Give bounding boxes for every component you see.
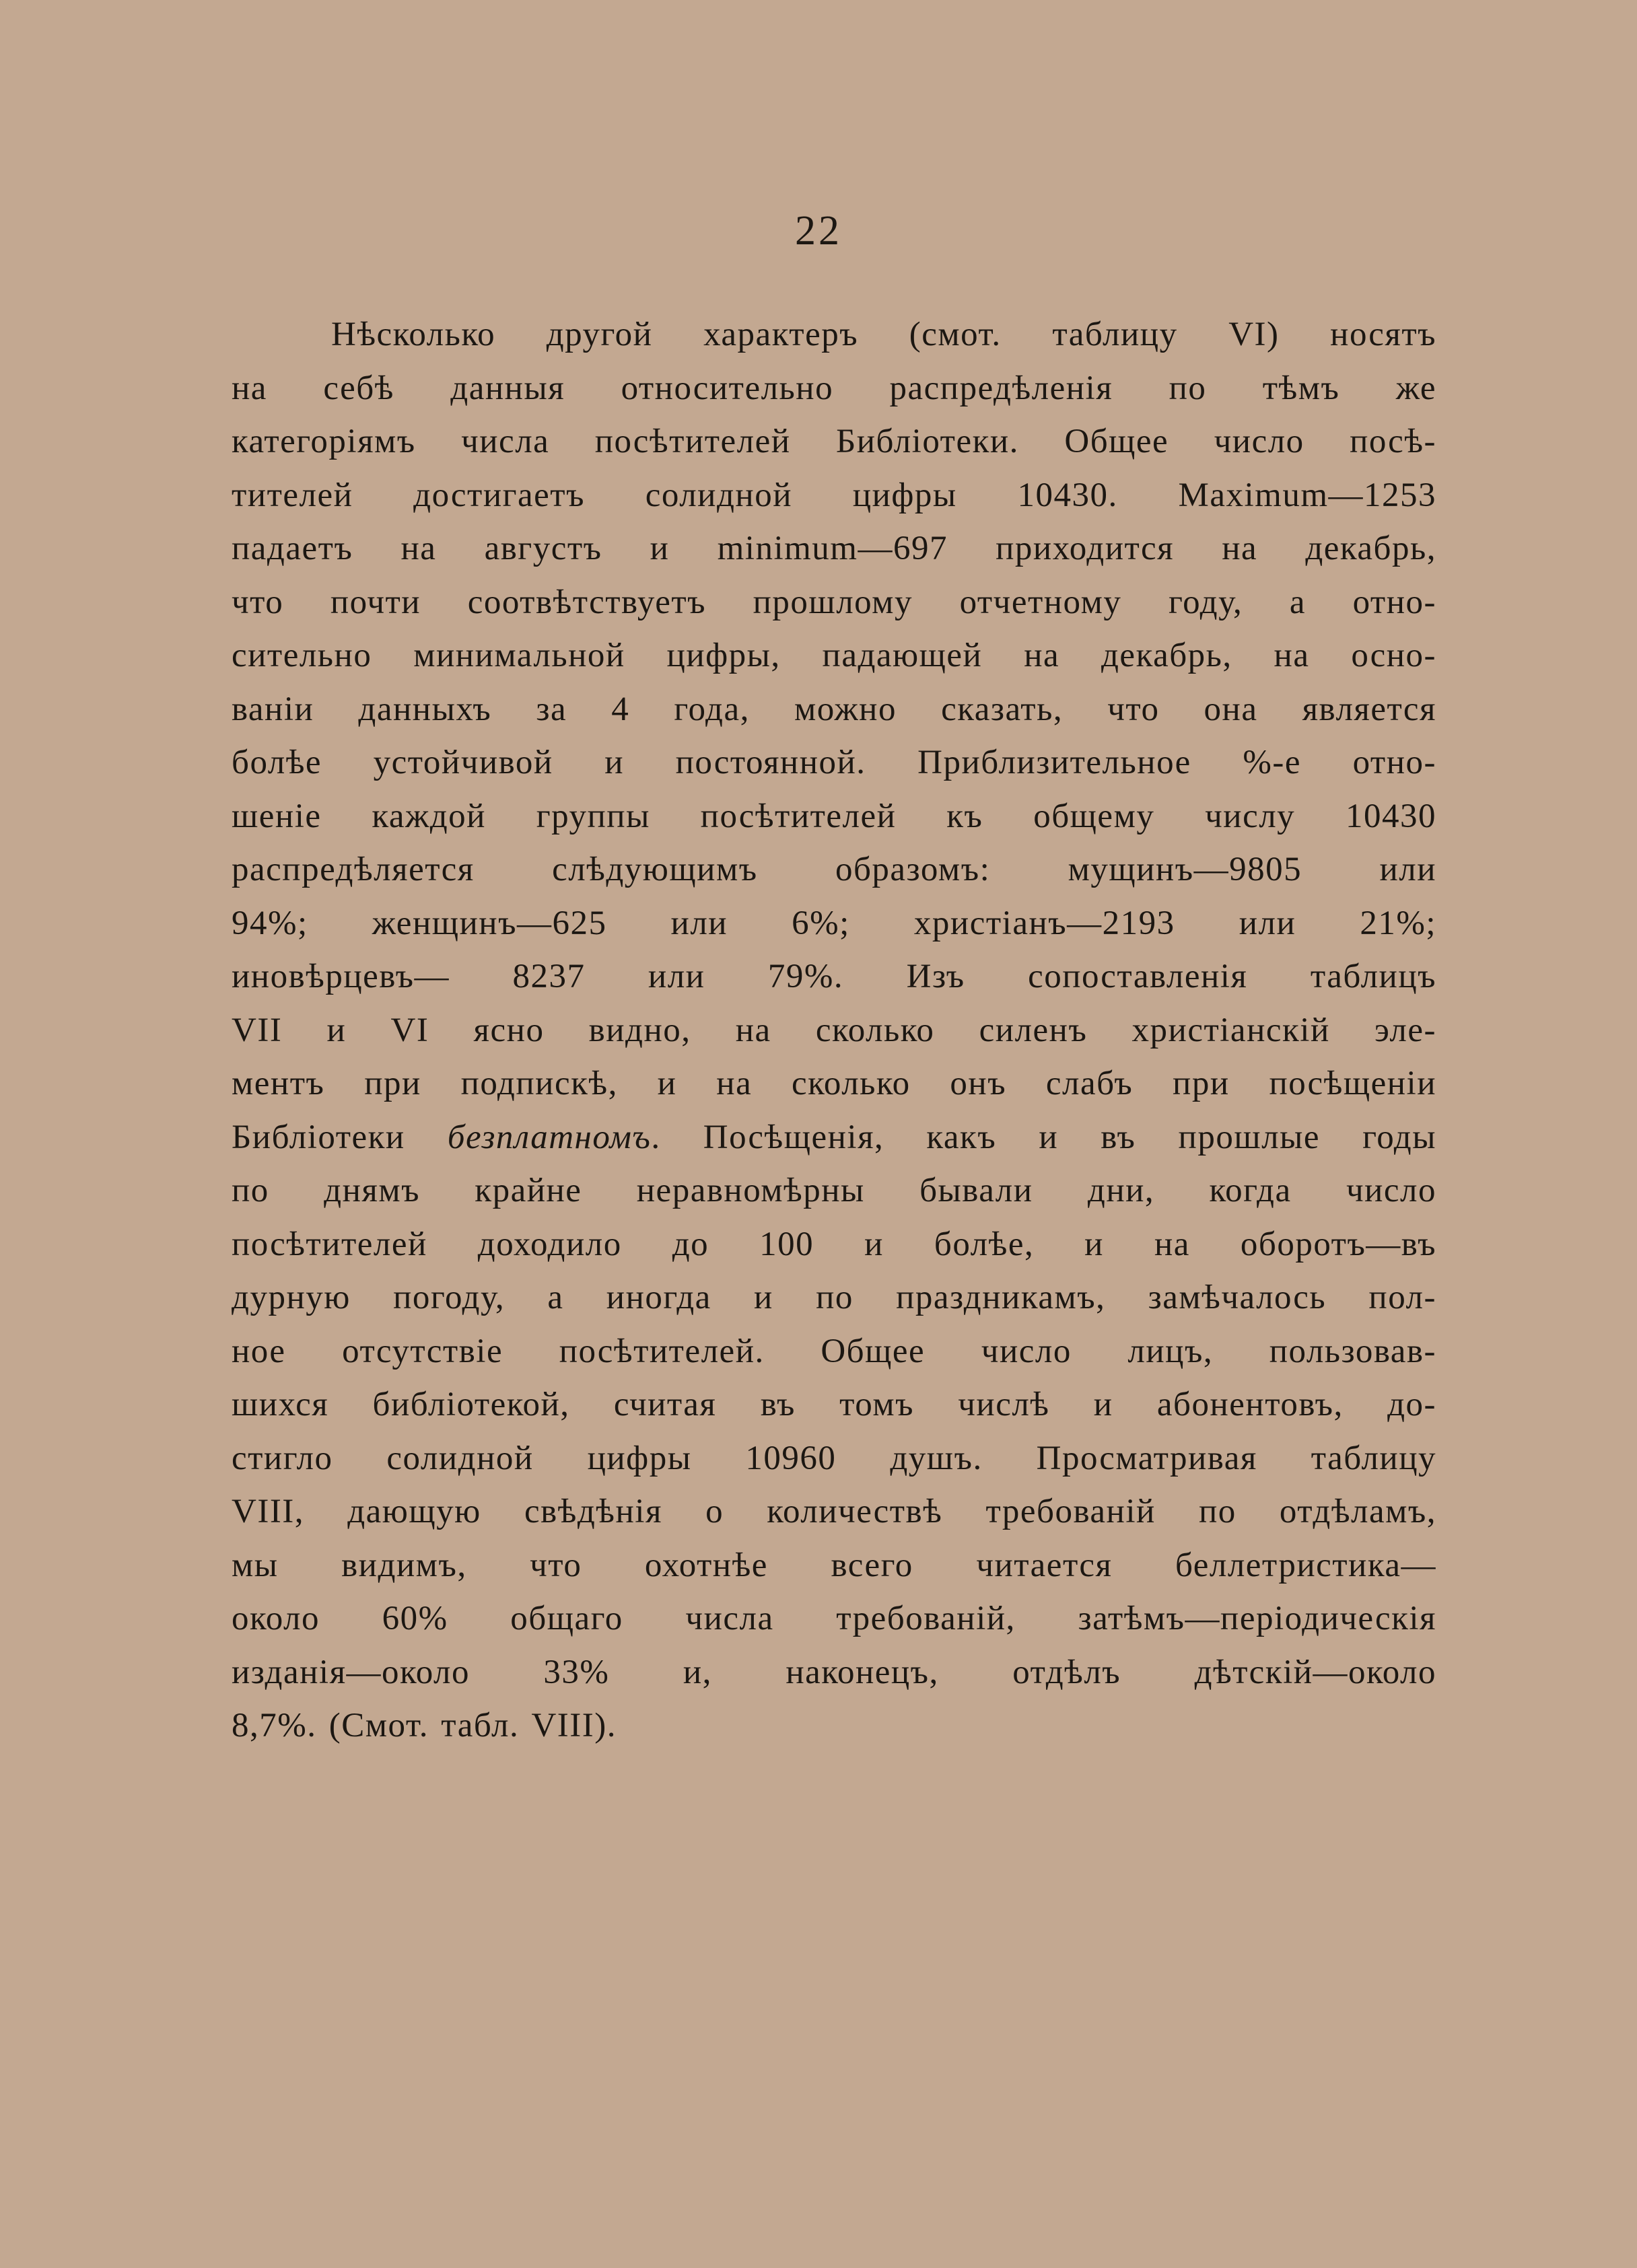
text-line: по днямъ крайне неравномѣрны бывали дни, когда число (232, 1172, 1436, 1209)
text-line: VII и VI ясно видно, на сколько силенъ христіанскій эле- (232, 1011, 1436, 1049)
text-line: распредѣляется слѣдующимъ образомъ: мущинъ—9805 или (232, 851, 1436, 888)
text-line: VIII, дающую свѣдѣнія о количествѣ требованій по отдѣламъ, (232, 1493, 1436, 1530)
text-line: посѣтителей доходило до 100 и болѣе, и на оборотъ—въ (232, 1225, 1436, 1263)
text-line: шихся библіотекой, считая въ томъ числѣ и абонентовъ, до- (232, 1386, 1436, 1423)
text-line: мы видимъ, что охотнѣе всего читается беллетристика— (232, 1546, 1436, 1584)
text-line: категоріямъ числа посѣтителей Библіотеки. Общее число посѣ- (232, 423, 1436, 460)
text-line: ваніи данныхъ за 4 года, можно сказать, что она является (232, 690, 1436, 728)
text-line: ное отсутствіе посѣтителей. Общее число лицъ, пользовав- (232, 1332, 1436, 1370)
text-line: на себѣ данныя относительно распредѣленія по тѣмъ же (232, 369, 1436, 407)
text-line: дурную погоду, а иногда и по праздникамъ, замѣчалось пол- (232, 1279, 1436, 1316)
text-line: Нѣсколько другой характеръ (смот. таблицу VI) носятъ (331, 316, 1436, 353)
text-line: ментъ при подпискѣ, и на сколько онъ слабъ при посѣщеніи (232, 1065, 1436, 1102)
text-segment: Библіотеки (232, 1118, 448, 1156)
text-line: тителей достигаетъ солидной цифры 10430. Maximum—1253 (232, 476, 1436, 514)
text-line: около 60% общаго числа требованій, затѣмъ—періодическія (232, 1600, 1436, 1637)
text-line: 8,7%. (Смот. табл. VIII). (232, 1707, 617, 1744)
italic-word: безплатномъ (447, 1118, 652, 1156)
text-line: что почти соотвѣтствуетъ прошлому отчетному году, а отно- (232, 583, 1436, 621)
text-line: сительно минимальной цифры, падающей на декабрь, на осно- (232, 637, 1436, 674)
text-line: шеніе каждой группы посѣтителей къ общему числу 10430 (232, 797, 1436, 835)
text-line: болѣе устойчивой и постоянной. Приблизительное %-е отно- (232, 744, 1436, 781)
text-segment: . Посѣщенія, какъ и въ прошлые годы (651, 1118, 1436, 1156)
text-line: падаетъ на августъ и minimum—697 приходится на декабрь, (232, 530, 1436, 567)
text-line: иновѣрцевъ— 8237 или 79%. Изъ сопоставленія таблицъ (232, 958, 1436, 995)
text-line: изданія—около 33% и, наконецъ, отдѣлъ дѣтскій—около (232, 1653, 1436, 1691)
text-line-mixed (232, 1111, 1436, 1165)
page-number: 22 (795, 208, 842, 254)
body-paragraph (232, 308, 1436, 1753)
text-line: стигло солидной цифры 10960 душъ. Просматривая таблицу (232, 1439, 1436, 1477)
text-line: 94%; женщинъ—625 или 6%; христіанъ—2193 или 21%; (232, 904, 1436, 942)
